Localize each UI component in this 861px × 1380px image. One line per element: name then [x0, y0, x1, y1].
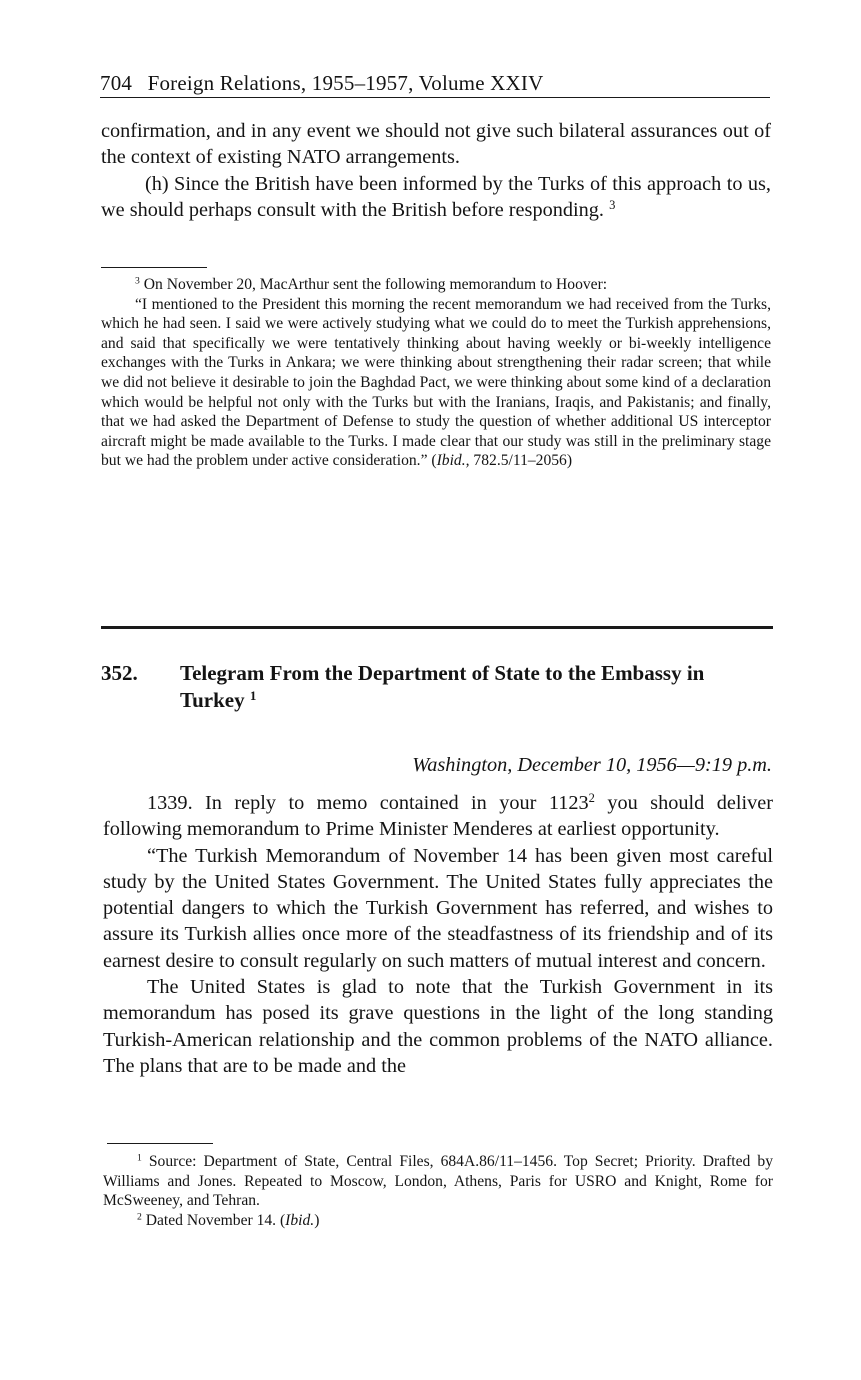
footnote-3-intro-text: On November 20, MacArthur sent the following memorandum to Hoover:: [143, 276, 608, 293]
footnote-2: [103, 1211, 773, 1231]
p1-before: 1339. In reply to memo contained in your 1123: [147, 792, 589, 814]
footnote-2-close: ): [314, 1211, 320, 1229]
footnotes-bottom: [103, 1152, 773, 1230]
footnote-3-marker: 3: [135, 275, 140, 287]
document-number: 352.: [101, 661, 138, 685]
footnote-ref-3: 3: [609, 197, 616, 212]
page-number: 704: [100, 71, 133, 95]
footnote-3-cite-open: (: [431, 452, 437, 470]
paragraph-1339: [103, 790, 773, 843]
footnote-ref-1: 1: [249, 687, 257, 703]
footnote-2-ibid: Ibid.: [285, 1211, 315, 1229]
footnote-3-quote: [101, 295, 771, 471]
paragraph-memorandum-1: “The Turkish Memorandum of November 14 has been given most careful study by the United States Government. The United States fully appreciates the potential dangers to which the Turkish Government has referred, and wishes to assure its Turkish allies once more of the steadfastness of its friendship and of its earnest desire to consult regularly on such matters of mutual interest and concern.: [103, 844, 773, 972]
paragraph-h-text: (h) Since the British have been informed by the Turks of this approach to us, we should perhaps consult with the British before responding.: [101, 172, 771, 221]
p1-after: you should deliver following memorandum to Prime Minister Menderes at earliest opportunity.: [103, 792, 774, 841]
footnote-1-text: Source: Department of State, Central Files, 684A.86/11–1456. Top Secret; Priority. Drafted by Williams and Jones. Repeated to Moscow, London, Athens, Paris for USRO and Knight, Rome for McSweeney, and Tehran.: [103, 1153, 773, 1210]
footnote-2-marker: 2: [137, 1211, 142, 1223]
footnote-1: [103, 1152, 773, 1211]
section-divider: [101, 626, 773, 629]
footnote-3-cite: 782.5/11–2056): [469, 452, 573, 470]
continued-text: [101, 118, 771, 223]
footnote-ref-2: 2: [588, 791, 595, 806]
paragraph-h: [101, 171, 771, 224]
footnote-1-marker: 1: [137, 1152, 142, 1164]
running-header: [100, 70, 770, 98]
footnote-3-ibid: Ibid.,: [436, 452, 470, 470]
footnote-rule-top: [101, 267, 207, 268]
paragraph-memorandum-2: The United States is glad to note that the Turkish Government in its memorandum has posed its grave questions in the light of the long standing Turkish-American relationship and the common problems of the NATO alliance. The plans that are to be made and the: [103, 976, 773, 1077]
footnote-3-quote-text: “I mentioned to the President this morning the recent memorandum we had received from the Turks, which he had seen. I said we were actively studying what we could do to meet the Turkish apprehensions, and said that specifically we were tentatively thinking about having weekly or bi-weekly intelligence exchanges with the Turks in Ankara; we were thinking about strengthening their radar screen; that while we did not believe it desirable to join the Baghdad Pact, we were thinking about some kind of a declaration which would be helpful not only with the Turks but with the Iranians, Iraqis, and Pakistanis; and finally, that we had asked the Department of Defense to study the question of whether additional US interceptor aircraft might be made available to the Turks. I made clear that our study was still in the preliminary stage but we had the problem under active consideration.”: [101, 295, 771, 470]
telegram-body: [103, 790, 773, 1079]
document-title-text: Telegram From the Department of State to the Embassy in Turkey: [180, 661, 705, 712]
footnote-2-text: Dated November 14. (: [145, 1211, 286, 1229]
dateline: Washington, December 10, 1956—9:19 p.m.: [412, 754, 772, 776]
footnote-rule-bottom: [107, 1143, 213, 1144]
running-title: Foreign Relations, 1955–1957, Volume XXIV: [147, 71, 544, 95]
document-title: [180, 660, 770, 714]
paragraph-continued: confirmation, and in any event we should not give such bilateral assurances out of the context of existing NATO arrangements.: [101, 120, 771, 169]
footnote-3: [101, 275, 771, 471]
footnote-3-intro: [101, 275, 771, 295]
